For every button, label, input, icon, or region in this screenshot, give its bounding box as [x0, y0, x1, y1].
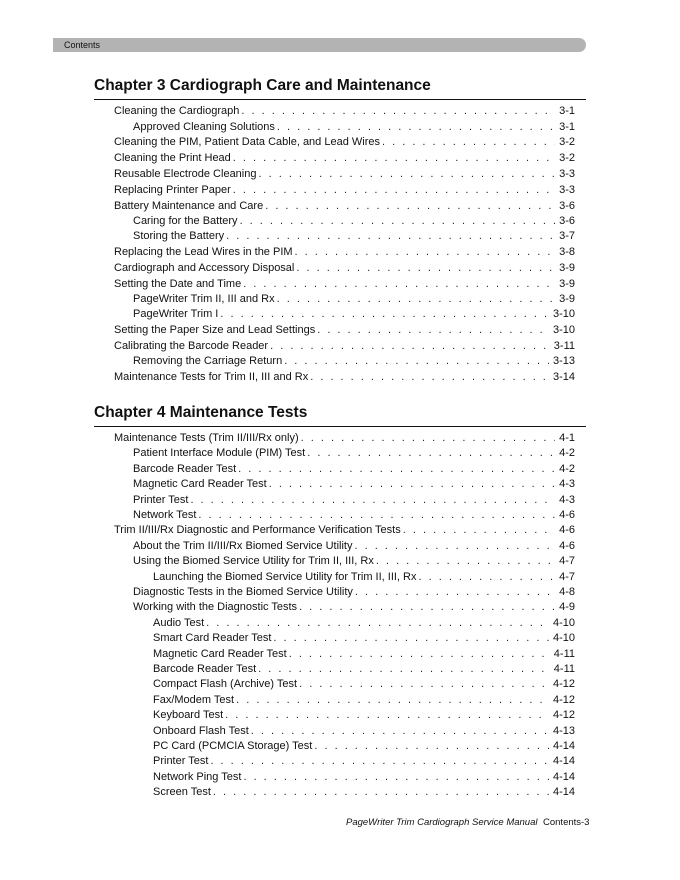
- toc-entry-page: 4-9: [559, 601, 575, 613]
- dot-leader: [284, 354, 549, 368]
- dot-leader: [269, 477, 555, 491]
- toc-entry-page: 3-3: [559, 168, 575, 180]
- toc-entry[interactable]: [114, 135, 575, 149]
- dot-leader: [210, 754, 549, 768]
- toc-entry[interactable]: [153, 739, 575, 753]
- toc-entry-page: 4-14: [552, 771, 575, 783]
- dot-leader: [314, 739, 549, 753]
- toc-entry-title: Printer Test: [153, 755, 209, 767]
- dot-leader: [299, 600, 555, 614]
- toc-entry-title: Setting the Date and Time: [114, 278, 242, 290]
- dot-leader: [236, 693, 549, 707]
- toc-entry-page: 4-13: [552, 725, 575, 737]
- toc-entry-title: Screen Test: [153, 786, 211, 798]
- footer-manual-title: PageWriter Trim Cardiograph Service Manual: [346, 817, 538, 828]
- toc-entry-title: About the Trim II/III/Rx Biomed Service Utility: [133, 540, 353, 552]
- toc-entry[interactable]: [114, 370, 575, 384]
- toc-entry-page: 3-6: [559, 200, 575, 212]
- toc-entry[interactable]: [114, 523, 575, 537]
- toc-entry-page: 3-3: [559, 184, 575, 196]
- toc-entry-page: 3-10: [552, 324, 575, 336]
- toc-entry-page: 4-10: [552, 617, 575, 629]
- dot-leader: [198, 508, 555, 522]
- toc-entry-page: 3-9: [559, 293, 575, 305]
- toc-entry[interactable]: [153, 616, 575, 630]
- toc-entry[interactable]: [114, 323, 575, 337]
- header-label: Contents: [64, 40, 101, 50]
- toc-entry-page: 4-12: [552, 678, 575, 690]
- toc-entry-title: Smart Card Reader Test: [153, 632, 272, 644]
- toc-entry-page: 4-12: [552, 709, 575, 721]
- dot-leader: [301, 431, 555, 445]
- toc-entry-title: Patient Interface Module (PIM) Test: [133, 447, 306, 459]
- toc-entry-page: 4-3: [559, 478, 575, 490]
- toc-entry[interactable]: [133, 462, 575, 476]
- toc-entry-title: Setting the Paper Size and Lead Settings: [114, 324, 316, 336]
- toc-entry-title: Calibrating the Barcode Reader: [114, 340, 269, 352]
- toc-entry-title: Battery Maintenance and Care: [114, 200, 264, 212]
- dot-leader: [277, 292, 555, 306]
- toc-entry[interactable]: [133, 539, 575, 553]
- toc-entry-page: 3-10: [552, 308, 575, 320]
- toc-entry[interactable]: [153, 570, 575, 584]
- toc-entry[interactable]: [114, 245, 575, 259]
- dot-leader: [273, 631, 549, 645]
- dot-leader: [238, 462, 555, 476]
- toc-entry[interactable]: [153, 708, 575, 722]
- dot-leader: [270, 339, 550, 353]
- dot-leader: [225, 708, 549, 722]
- toc-entry[interactable]: [153, 693, 575, 707]
- toc-entry-title: Fax/Modem Test: [153, 694, 235, 706]
- toc-entry-title: Removing the Carriage Return: [133, 355, 283, 367]
- toc-entry-title: Network Test: [133, 509, 197, 521]
- dot-leader: [241, 104, 555, 118]
- toc-entry-title: Compact Flash (Archive) Test: [153, 678, 298, 690]
- toc-entry[interactable]: [114, 431, 575, 445]
- toc-entry-page: 3-11: [553, 340, 575, 352]
- dot-leader: [220, 307, 549, 321]
- dot-leader: [233, 151, 555, 165]
- toc-entry[interactable]: [133, 354, 575, 368]
- footer-page-number: Contents-3: [543, 817, 590, 828]
- toc-entry[interactable]: [133, 554, 575, 568]
- dot-leader: [265, 199, 555, 213]
- toc-entry-page: 3-2: [559, 152, 575, 164]
- toc-entry-page: 3-1: [559, 105, 575, 117]
- toc-entry[interactable]: [114, 277, 575, 291]
- toc-entry[interactable]: [114, 104, 575, 118]
- toc-entry-page: 4-3: [559, 494, 575, 506]
- toc-entry-title: PC Card (PCMCIA Storage) Test: [153, 740, 313, 752]
- dot-leader: [354, 539, 555, 553]
- toc-entry-page: 4-10: [552, 632, 575, 644]
- toc-entry-title: Working with the Diagnostic Tests: [133, 601, 298, 613]
- toc-entry-title: Diagnostic Tests in the Biomed Service Utility: [133, 586, 353, 598]
- toc-entry-page: 4-14: [552, 740, 575, 752]
- toc-entry-title: Cardiograph and Accessory Disposal: [114, 262, 295, 274]
- dot-leader: [243, 770, 549, 784]
- toc-entry-page: 4-8: [559, 586, 575, 598]
- toc-entry-title: Replacing the Lead Wires in the PIM: [114, 246, 293, 258]
- toc-entry-title: PageWriter Trim II, III and Rx: [133, 293, 275, 305]
- dot-leader: [277, 120, 555, 134]
- header-bar: [53, 38, 586, 52]
- chapter-3-rule: [94, 99, 586, 100]
- toc-entry-title: PageWriter Trim I: [133, 308, 219, 320]
- toc-entry[interactable]: [153, 754, 575, 768]
- toc-entry[interactable]: [133, 600, 575, 614]
- toc-entry-page: 3-14: [552, 371, 575, 383]
- toc-entry[interactable]: [114, 151, 575, 165]
- toc-entry-title: Magnetic Card Reader Test: [153, 648, 287, 660]
- toc-entry-page: 4-11: [553, 663, 575, 675]
- toc-entry[interactable]: [153, 631, 575, 645]
- toc-entry[interactable]: [133, 307, 575, 321]
- chapter-4-title: Chapter 4 Maintenance Tests: [94, 404, 308, 421]
- dot-leader: [233, 183, 555, 197]
- dot-leader: [382, 135, 555, 149]
- toc-entry-page: 4-6: [559, 509, 575, 521]
- toc-entry-title: Reusable Electrode Cleaning: [114, 168, 257, 180]
- toc-entry[interactable]: [133, 229, 575, 243]
- toc-entry[interactable]: [153, 662, 575, 676]
- toc-entry[interactable]: [114, 339, 575, 353]
- toc-entry-page: 3-9: [559, 278, 575, 290]
- dot-leader: [307, 446, 555, 460]
- toc-entry-title: Launching the Biomed Service Utility for Trim II, III, Rx: [153, 571, 417, 583]
- dot-leader: [251, 724, 549, 738]
- toc-entry-page: 3-1: [559, 121, 575, 133]
- toc-entry-title: Maintenance Tests (Trim II/III/Rx only): [114, 432, 299, 444]
- toc-entry[interactable]: [133, 214, 575, 228]
- dot-leader: [213, 785, 549, 799]
- chapter-4-rule: [94, 426, 586, 427]
- dot-leader: [226, 229, 555, 243]
- toc-entry-page: 4-2: [559, 447, 575, 459]
- toc-entry-title: Cleaning the Print Head: [114, 152, 231, 164]
- toc-entry[interactable]: [153, 785, 575, 799]
- toc-entry[interactable]: [133, 446, 575, 460]
- toc-entry[interactable]: [114, 167, 575, 181]
- dot-leader: [299, 677, 549, 691]
- toc-entry-title: Network Ping Test: [153, 771, 242, 783]
- dot-leader: [295, 245, 555, 259]
- toc-entry-page: 4-12: [552, 694, 575, 706]
- toc-entry-page: 4-2: [559, 463, 575, 475]
- toc-entry[interactable]: [114, 261, 575, 275]
- toc-entry-title: Storing the Battery: [133, 230, 225, 242]
- toc-entry[interactable]: [133, 120, 575, 134]
- toc-entry[interactable]: [114, 183, 575, 197]
- toc-entry-page: 4-6: [559, 540, 575, 552]
- dot-leader: [376, 554, 555, 568]
- toc-entry[interactable]: [133, 292, 575, 306]
- toc-entry[interactable]: [133, 585, 575, 599]
- dot-leader: [403, 523, 555, 537]
- toc-entry-title: Cleaning the Cardiograph: [114, 105, 240, 117]
- toc-entry-page: 3-9: [559, 262, 575, 274]
- toc-entry-title: Using the Biomed Service Utility for Trim II, III, Rx: [133, 555, 374, 567]
- toc-entry-page: 4-6: [559, 524, 575, 536]
- dot-leader: [317, 323, 549, 337]
- dot-leader: [240, 214, 555, 228]
- toc-entry[interactable]: [133, 477, 575, 491]
- toc-entry[interactable]: [133, 493, 575, 507]
- toc-entry-title: Approved Cleaning Solutions: [133, 121, 275, 133]
- toc-entry-title: Keyboard Test: [153, 709, 224, 721]
- toc-entry-title: Caring for the Battery: [133, 215, 238, 227]
- toc-entry[interactable]: [153, 724, 575, 738]
- toc-entry-title: Cleaning the PIM, Patient Data Cable, and Lead Wires: [114, 136, 380, 148]
- dot-leader: [418, 570, 555, 584]
- toc-entry-page: 4-11: [553, 648, 575, 660]
- dot-leader: [190, 493, 555, 507]
- toc-entry-page: 4-14: [552, 755, 575, 767]
- dot-leader: [206, 616, 549, 630]
- chapter-3-title: Chapter 3 Cardiograph Care and Maintenance: [94, 77, 431, 94]
- toc-entry-title: Maintenance Tests for Trim II, III and Rx: [114, 371, 309, 383]
- dot-leader: [258, 662, 550, 676]
- dot-leader: [355, 585, 555, 599]
- toc-entry-title: Barcode Reader Test: [153, 663, 257, 675]
- toc-entry-page: 4-1: [559, 432, 575, 444]
- toc-entry-title: Printer Test: [133, 494, 189, 506]
- dot-leader: [289, 647, 550, 661]
- toc-entry-title: Barcode Reader Test: [133, 463, 237, 475]
- dot-leader: [296, 261, 555, 275]
- toc-entry-title: Magnetic Card Reader Test: [133, 478, 267, 490]
- dot-leader: [310, 370, 549, 384]
- toc-entry-page: 3-6: [559, 215, 575, 227]
- toc-entry[interactable]: [114, 199, 575, 213]
- toc-entry[interactable]: [133, 508, 575, 522]
- toc-entry-page: 3-13: [552, 355, 575, 367]
- toc-entry-page: 3-7: [559, 230, 575, 242]
- toc-entry-title: Trim II/III/Rx Diagnostic and Performance Verification Tests: [114, 524, 401, 536]
- toc-entry-page: 3-2: [559, 136, 575, 148]
- toc-entry[interactable]: [153, 770, 575, 784]
- dot-leader: [243, 277, 555, 291]
- toc-entry-page: 3-8: [559, 246, 575, 258]
- toc-entry-page: 4-14: [552, 786, 575, 798]
- toc-entry-page: 4-7: [559, 571, 575, 583]
- toc-entry-title: Replacing Printer Paper: [114, 184, 231, 196]
- toc-entry-page: 4-7: [559, 555, 575, 567]
- toc-entry[interactable]: [153, 647, 575, 661]
- toc-entry[interactable]: [153, 677, 575, 691]
- toc-entry-title: Audio Test: [153, 617, 205, 629]
- toc-entry-title: Onboard Flash Test: [153, 725, 249, 737]
- dot-leader: [258, 167, 555, 181]
